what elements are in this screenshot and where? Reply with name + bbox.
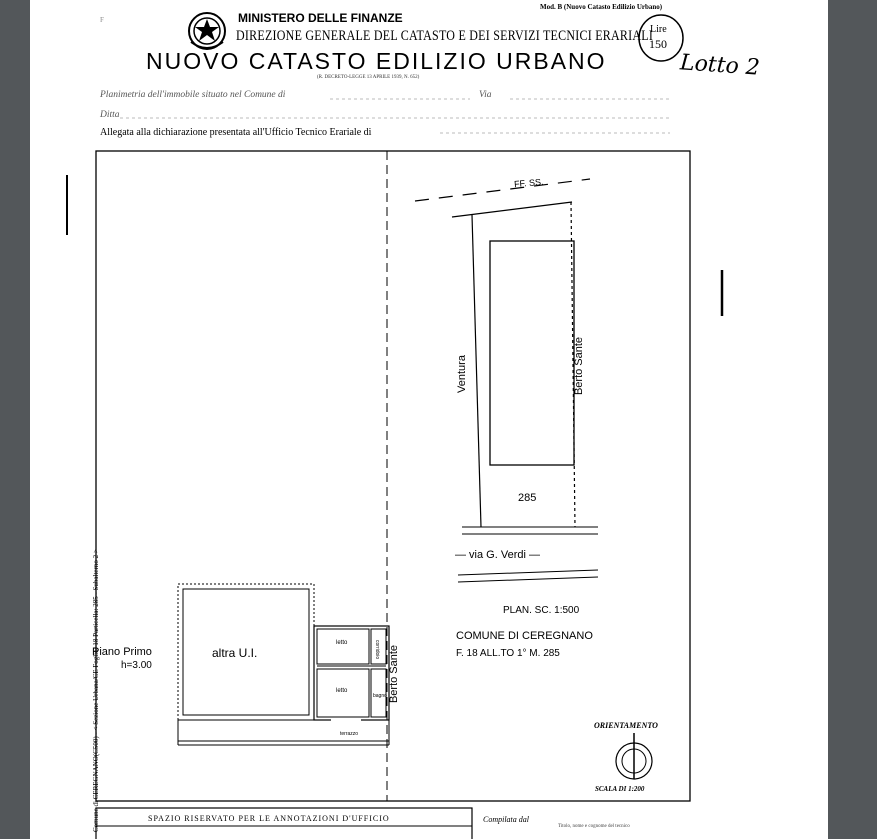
floor-plan [178,584,389,745]
form-code: F [100,16,104,24]
railway-label: FF. SS. [513,176,544,190]
room-label-lower: letto [336,688,348,694]
form-title: NUOVO CATASTO EDILIZIO URBANO [146,48,607,74]
corridor-label: corridoio [374,640,380,660]
stamp-label: Lire [650,24,667,35]
compiled-by-label: Compilata dal [483,815,530,824]
handwritten-lot-label: Lotto 2 [679,50,761,81]
decree-reference: (R. DECRETO-LEGGE 13 APRILE 1939, N. 652) [317,75,420,80]
office-annotations-title: SPAZIO RISERVATO PER LE ANNOTAZIONI D'UFFICIO [148,814,390,823]
property-location-label: Planimetria dell'immobile situato nel Comune di [100,90,286,100]
plan-drawing [30,0,828,839]
municipality-label: COMUNE DI CEREGNANO [456,630,593,642]
terrace-label: terrazzo [340,731,359,737]
declaration-label: Allegata alla dichiarazione presentata all'Ufficio Tecnico Erariale di [100,127,372,138]
stamp-value: 150 [649,37,667,51]
bathroom-label: bagno [373,693,387,699]
republic-emblem-icon [189,13,225,49]
drawing-frame [96,151,690,801]
model-label: Mod. B (Nuovo Catasto Edilizio Urbano) [540,3,663,11]
floor-label: Piano Primo [92,646,152,658]
railway-line [415,176,590,201]
road-label: — via G. Verdi — [455,549,540,561]
room-label-upper: letto [336,640,348,646]
ministry-name: MINISTERO DELLE FINANZE [238,11,403,25]
floor-neighbor-label: Berto Sante [388,644,401,704]
plan-scale: PLAN. SC. 1:500 [503,605,580,616]
office-annotations-box [96,808,472,839]
building-footprint [490,241,574,465]
sheet-reference: F. 18 ALL.TO 1° M. 285 [456,648,560,659]
neighbor-label-berto-sante: Berto Sante [573,336,586,396]
cadastral-form-page [30,0,828,839]
parcel-number: 285 [518,492,537,504]
compiler-details: Titolo, nome e cognome del tecnico [558,824,630,829]
street-label: Via [479,90,492,100]
drawing-scale: SCALA DI 1:200 [595,785,645,793]
floor-height: h=3.00 [121,660,152,671]
other-unit-label: altra U.I. [212,646,258,660]
orientation-label: ORIENTAMENTO [594,721,658,730]
directorate-name: DIREZIONE GENERALE DEL CATASTO E DEI SERVIZI TECNICI ERARIALI [236,28,654,44]
side-reference: Comune di CEREGNANO(C500) - < Sezione Urbana/CE Foglio: 18 Particella: 285 - Subalterno 2 > [92,549,100,832]
neighbor-label-ventura: Ventura [455,355,468,393]
compass-icon [616,733,652,779]
owner-label: Ditta [100,110,120,120]
